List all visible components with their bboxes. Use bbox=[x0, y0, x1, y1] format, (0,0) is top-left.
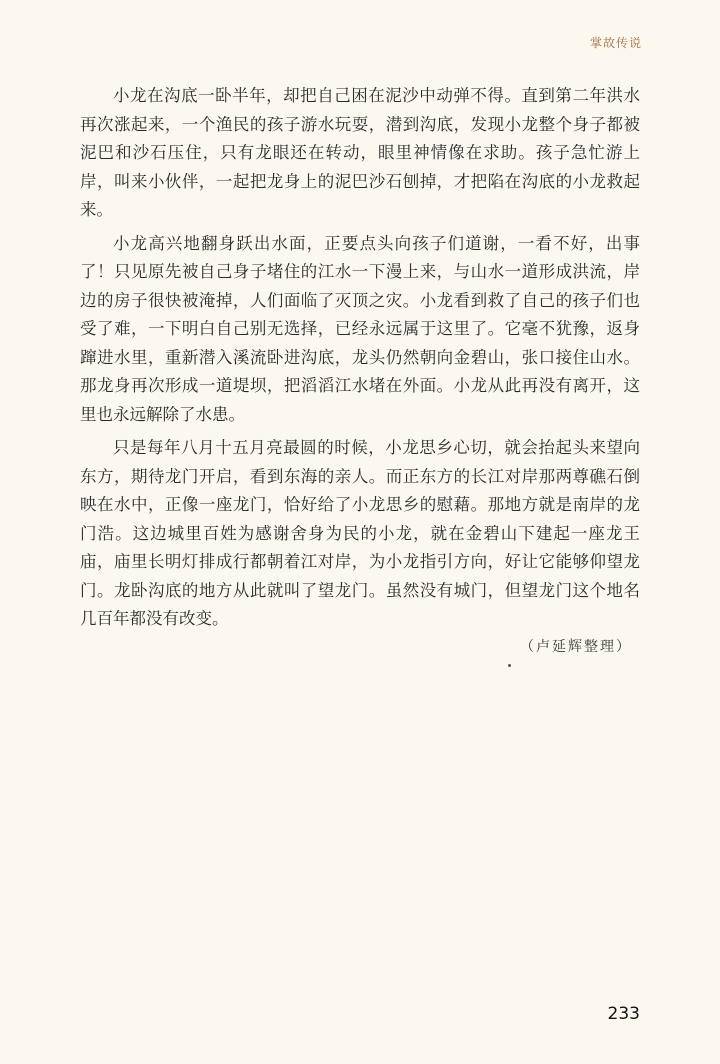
stray-mark bbox=[508, 664, 511, 667]
page-number: 233 bbox=[607, 1004, 640, 1024]
paragraph-2: 小龙高兴地翻身跃出水面，正要点头向孩子们道谢，一看不好，出事了！只见原先被自己身子堵住的江水一下漫上来，与山水一道形成洪流，岸边的房子很快被淹掉，人们面临了灭顶之灾。小龙看到救了自己的孩子们也受了难，一下明白自己别无选择，已经永远属于这里了。它毫不犹豫，返身蹿进水里，重新潜入溪流卧进沟底，龙头仍然朝向金碧山，张口接住山水。那龙身再次形成一道堤坝，把滔滔江水堵在外面。小龙从此再没有离开，这里也永远解除了水患。 bbox=[80, 233, 640, 424]
paragraph-3: 只是每年八月十五月亮最圆的时候，小龙思乡心切，就会抬起头来望向东方，期待龙门开启，看到东海的亲人。而正东方的长江对岸那两尊礁石倒映在水中，正像一座龙门，恰好给了小龙思乡的慰藉。那地方就是南岸的龙门浩。这边城里百姓为感谢舍身为民的小龙，就在金碧山下建起一座龙王庙，庙里长明灯排成行都朝着江对岸，为小龙指引方向，好让它能够仰望龙门。龙卧沟底的地方从此就叫了望龙门。虽然没有城门，但望龙门这个地名几百年都没有改变。 bbox=[80, 438, 640, 628]
section-header: 掌故传说 bbox=[589, 36, 642, 50]
paragraph-1: 小龙在沟底一卧半年，却把自己困在泥沙中动弹不得。直到第二年洪水再次涨起来，一个渔民的孩子游水玩耍，潜到沟底，发现小龙整个身子都被泥巴和沙石压住，只有龙眼还在转动，眼里神情像在求助。孩子急忙游上岸，叫来小伙伴，一起把龙身上的泥巴沙石刨掉，才把陷在沟底的小龙救起来。 bbox=[80, 86, 640, 219]
article-body bbox=[80, 82, 640, 639]
author-credit: （卢延辉整理） bbox=[520, 639, 632, 655]
